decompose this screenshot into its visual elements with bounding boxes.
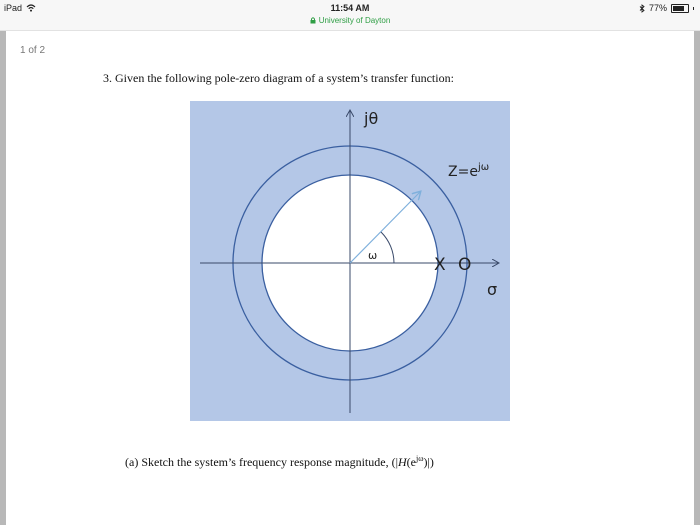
status-bar (0, 0, 700, 31)
subq-prefix: (a) Sketch the system’s frequency response magnitude, (| (125, 455, 398, 469)
angle-label: ω (368, 249, 378, 262)
status-center (0, 3, 700, 25)
subq-H: H (398, 455, 407, 469)
page-edge-right (694, 31, 700, 525)
z-label-base: Z=e (448, 164, 478, 180)
subquestion-a (125, 454, 434, 470)
clock: 11:54 AM (330, 3, 370, 13)
battery-percent: 77% (648, 3, 667, 13)
z-label-exp: jω (477, 162, 490, 173)
bluetooth-icon (639, 4, 645, 13)
url-bar[interactable] (0, 16, 700, 25)
status-right (639, 3, 694, 13)
battery-fill (673, 6, 684, 11)
page-edge-left (0, 31, 6, 525)
battery-tip (693, 7, 694, 10)
pole-marker: X (434, 255, 446, 275)
real-axis-label: σ (487, 280, 498, 299)
page-indicator: 1 of 2 (20, 45, 46, 56)
zero-marker: O (458, 255, 472, 275)
subq-arg-open: (e (406, 455, 416, 469)
device-name: iPad (4, 3, 23, 13)
subq-exp: jω (416, 454, 424, 463)
url-text: University of Dayton (318, 16, 391, 25)
pole-zero-diagram (190, 101, 510, 421)
question-text: 3. Given the following pole-zero diagram of a system’s transfer function: (103, 71, 454, 85)
battery-icon (671, 4, 689, 13)
imaginary-axis-label: jθ (364, 109, 379, 128)
subq-close: )|) (423, 455, 434, 469)
lock-icon (310, 17, 316, 24)
